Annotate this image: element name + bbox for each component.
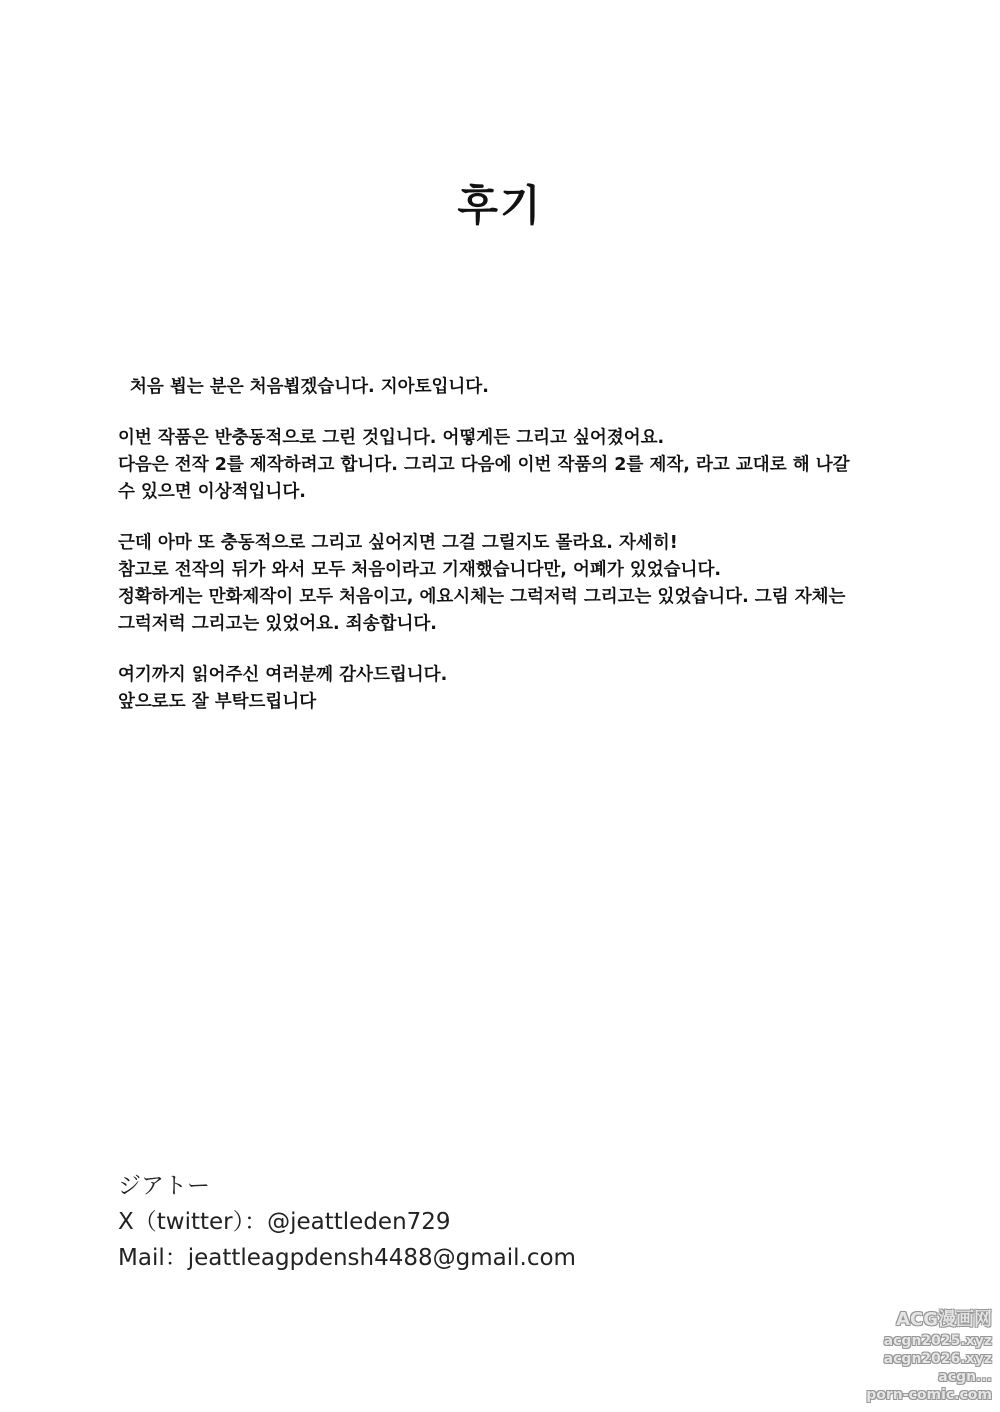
text-line: 앞으로도 잘 부탁드립니다 <box>118 692 317 712</box>
watermark-url: acgn... <box>938 1369 992 1385</box>
author-name: ジアトー <box>118 1173 210 1199</box>
page-title: 후기 <box>457 181 543 230</box>
watermark-url: acgn2025.xyz <box>883 1333 992 1349</box>
text-line: 여기까지 읽어주신 여러분께 감사드립니다. <box>118 665 448 685</box>
paragraph-2 <box>118 530 898 638</box>
site-watermark <box>862 1308 992 1404</box>
watermark-logo: ACG漫画网 <box>896 1309 992 1330</box>
greeting-line: 처음 뵙는 분은 처음뵙겠습니다. 지아토입니다. <box>130 377 489 397</box>
author-credits <box>118 1168 576 1276</box>
text-line: 수 있으면 이상적입니다. <box>118 482 306 502</box>
watermark-url: porn-comic.com <box>866 1387 992 1403</box>
paragraph-3 <box>118 662 898 716</box>
text-line: 다음은 전작 2를 제작하려고 합니다. 그리고 다음에 이번 작품의 2를 제작, 라고 교대로 해 나갈 <box>118 455 850 475</box>
mail-address: Mail：jeattleagpdensh4488@gmail.com <box>118 1245 576 1271</box>
paragraph-1 <box>118 425 898 506</box>
text-line: 이번 작품은 반충동적으로 그린 것입니다. 어떻게든 그리고 싶어졌어요. <box>118 428 665 448</box>
watermark-url: acgn2026.xyz <box>883 1351 992 1367</box>
greeting-paragraph <box>118 374 898 401</box>
afterword-body <box>118 374 898 740</box>
twitter-handle: X（twitter）：@jeattleden729 <box>118 1209 451 1235</box>
text-line: 참고로 전작의 뒤가 와서 모두 처음이라고 기재했습니다만, 어폐가 있었습니다. <box>118 560 721 580</box>
text-line: 그럭저럭 그리고는 있었어요. 죄송합니다. <box>118 614 437 634</box>
text-line: 근데 아마 또 충동적으로 그리고 싶어지면 그걸 그릴지도 몰라요. 자세히! <box>118 533 678 553</box>
text-line: 정확하게는 만화제작이 모두 처음이고, 에요시체는 그럭저럭 그리고는 있었습니다. 그림 자체는 <box>118 587 846 607</box>
